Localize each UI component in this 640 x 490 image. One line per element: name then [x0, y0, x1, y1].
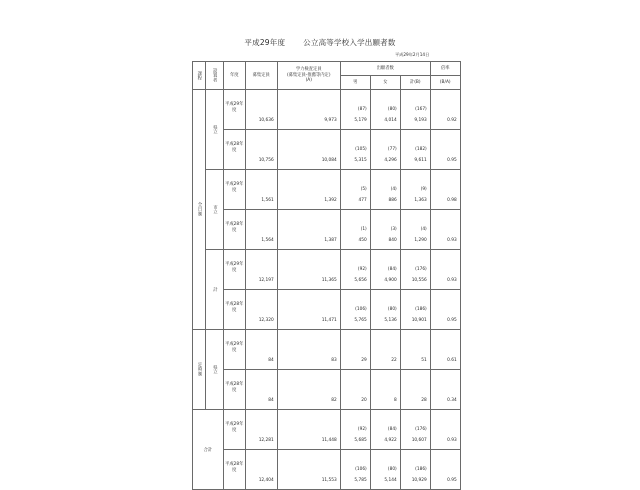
female-cell: (3) 840: [370, 210, 400, 250]
table-row: [193, 330, 461, 370]
header-course: 課程: [193, 62, 206, 90]
capacity-cell: 1,561: [245, 170, 277, 210]
capacity-cell: 12,197: [245, 250, 277, 290]
male-cell: 29: [340, 330, 370, 370]
founder-municipal: 市立: [206, 170, 224, 250]
ratio-cell: 0.95: [430, 450, 460, 490]
header-founder: 設置者: [206, 62, 224, 90]
exam-cell: 1,392: [277, 170, 340, 210]
year-cell: 平成28年度: [223, 370, 245, 410]
table-row: [193, 130, 461, 170]
capacity-cell: 10,756: [245, 130, 277, 170]
capacity-cell: 84: [245, 330, 277, 370]
table-row: [193, 370, 461, 410]
ratio-cell: 0.95: [430, 130, 460, 170]
year-cell: 平成29年度: [223, 410, 245, 450]
header-female: 女: [370, 76, 400, 90]
male-cell: (5) 477: [340, 170, 370, 210]
ratio-cell: 0.93: [430, 210, 460, 250]
exam-cell: 11,365: [277, 250, 340, 290]
ratio-cell: 0.93: [430, 410, 460, 450]
total-cell: (9) 1,363: [400, 170, 430, 210]
course-grand-total: 合計: [193, 410, 224, 490]
total-cell: (182) 9,611: [400, 130, 430, 170]
male-cell: (106) 5,785: [340, 450, 370, 490]
male-cell: (92) 5,656: [340, 250, 370, 290]
ratio-cell: 0.98: [430, 170, 460, 210]
total-cell: (4) 1,290: [400, 210, 430, 250]
capacity-cell: 84: [245, 370, 277, 410]
female-cell: (84) 4,900: [370, 250, 400, 290]
table-row: [193, 170, 461, 210]
male-cell: 20: [340, 370, 370, 410]
year-cell: 平成29年度: [223, 330, 245, 370]
table-row: [193, 90, 461, 130]
founder-subtotal: 計: [206, 250, 224, 330]
course-fulltime: 全日制: [193, 90, 206, 330]
female-cell: (77) 4,296: [370, 130, 400, 170]
exam-cell: 83: [277, 330, 340, 370]
year-cell: 平成29年度: [223, 250, 245, 290]
ratio-cell: 0.61: [430, 330, 460, 370]
total-cell: (167) 9,193: [400, 90, 430, 130]
exam-cell: 11,553: [277, 450, 340, 490]
total-cell: (186) 10,929: [400, 450, 430, 490]
founder-prefectural: 県立: [206, 330, 224, 410]
table-row: [193, 250, 461, 290]
table-row: [193, 290, 461, 330]
female-cell: 22: [370, 330, 400, 370]
table-row: [193, 210, 461, 250]
capacity-cell: 1,564: [245, 210, 277, 250]
female-cell: (80) 5,144: [370, 450, 400, 490]
header-male: 男: [340, 76, 370, 90]
exam-cell: 9,973: [277, 90, 340, 130]
female-cell: (84) 4,922: [370, 410, 400, 450]
male-cell: (87) 5,179: [340, 90, 370, 130]
year-cell: 平成28年度: [223, 290, 245, 330]
document-title: [0, 37, 640, 48]
title-year: 平成29年度: [244, 38, 286, 47]
ratio-cell: 0.95: [430, 290, 460, 330]
male-cell: (1) 450: [340, 210, 370, 250]
male-cell: (92) 5,685: [340, 410, 370, 450]
capacity-cell: 12,281: [245, 410, 277, 450]
header-capacity: 募集定員: [245, 62, 277, 90]
ratio-cell: 0.34: [430, 370, 460, 410]
header-total: 計(B): [400, 76, 430, 90]
exam-cell: 82: [277, 370, 340, 410]
exam-cell: 11,471: [277, 290, 340, 330]
year-cell: 平成29年度: [223, 170, 245, 210]
female-cell: (4) 886: [370, 170, 400, 210]
document-date: 平成29年2月14日: [395, 52, 430, 57]
total-cell: 28: [400, 370, 430, 410]
male-cell: (106) 5,765: [340, 290, 370, 330]
total-cell: (186) 10,901: [400, 290, 430, 330]
header-applicants: 出願者数: [340, 62, 430, 76]
capacity-cell: 12,404: [245, 450, 277, 490]
exam-cell: 1,387: [277, 210, 340, 250]
female-cell: (80) 4,014: [370, 90, 400, 130]
total-cell: (176) 10,556: [400, 250, 430, 290]
year-cell: 平成28年度: [223, 450, 245, 490]
year-cell: 平成29年度: [223, 90, 245, 130]
title-text: 公立高等学校入学出願者数: [303, 38, 396, 47]
ratio-cell: 0.93: [430, 250, 460, 290]
capacity-cell: 10,636: [245, 90, 277, 130]
capacity-cell: 12,320: [245, 290, 277, 330]
exam-cell: 10,084: [277, 130, 340, 170]
total-cell: 51: [400, 330, 430, 370]
male-cell: (105) 5,315: [340, 130, 370, 170]
founder-prefectural: 県立: [206, 90, 224, 170]
female-cell: 8: [370, 370, 400, 410]
table-row: [193, 410, 461, 450]
ratio-cell: 0.92: [430, 90, 460, 130]
table-row: [193, 450, 461, 490]
header-ratio-formula: (B/A): [430, 76, 460, 90]
header-ratio: 倍率: [430, 62, 460, 76]
header-year: 年度: [223, 62, 245, 90]
course-parttime: 定時制: [193, 330, 206, 410]
female-cell: (80) 5,136: [370, 290, 400, 330]
total-cell: (176) 10,607: [400, 410, 430, 450]
year-cell: 平成28年度: [223, 130, 245, 170]
header-exam-capacity: 学力検査定員 (募集定員-推薦等内定) (A): [277, 62, 340, 90]
year-cell: 平成28年度: [223, 210, 245, 250]
exam-cell: 11,448: [277, 410, 340, 450]
